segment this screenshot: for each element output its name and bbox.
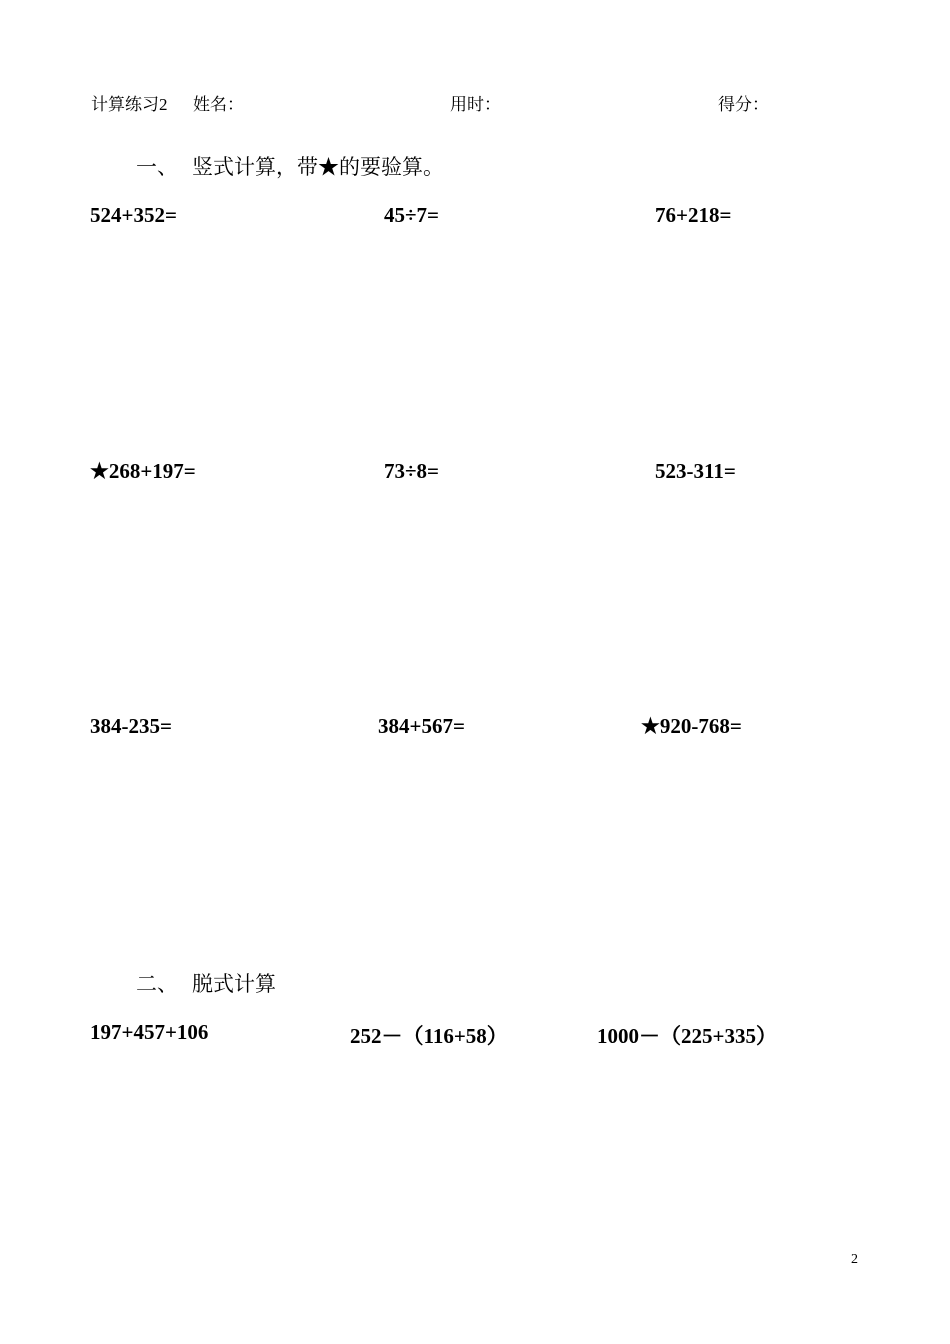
section2-title: 脱式计算	[192, 972, 276, 996]
problem-1: 524+352=	[90, 203, 177, 227]
problem-5: 73÷8=	[384, 459, 439, 483]
problem-11: 252－（116+58）	[350, 1024, 508, 1048]
time-label: 用时：	[450, 95, 501, 114]
worksheet-title: 计算练习2	[91, 95, 168, 114]
name-label: 姓名：	[193, 95, 244, 114]
section1-number: 一、	[136, 155, 178, 179]
problem-2: 45÷7=	[384, 203, 439, 227]
problem-8: 384+567=	[378, 714, 465, 738]
problem-9: ★920-768=	[641, 714, 742, 738]
problem-3: 76+218=	[655, 203, 732, 227]
page-number: 2	[851, 1252, 858, 1267]
problem-10: 197+457+106	[90, 1020, 209, 1044]
problem-7: 384-235=	[90, 714, 172, 738]
problem-6: 523-311=	[655, 459, 736, 483]
score-label: 得分：	[718, 95, 769, 114]
section1-title: 竖式计算，带★的要验算。	[192, 155, 444, 179]
section2-number: 二、	[136, 972, 178, 996]
problem-12: 1000－（225+335）	[597, 1024, 777, 1048]
problem-4: ★268+197=	[90, 459, 196, 483]
